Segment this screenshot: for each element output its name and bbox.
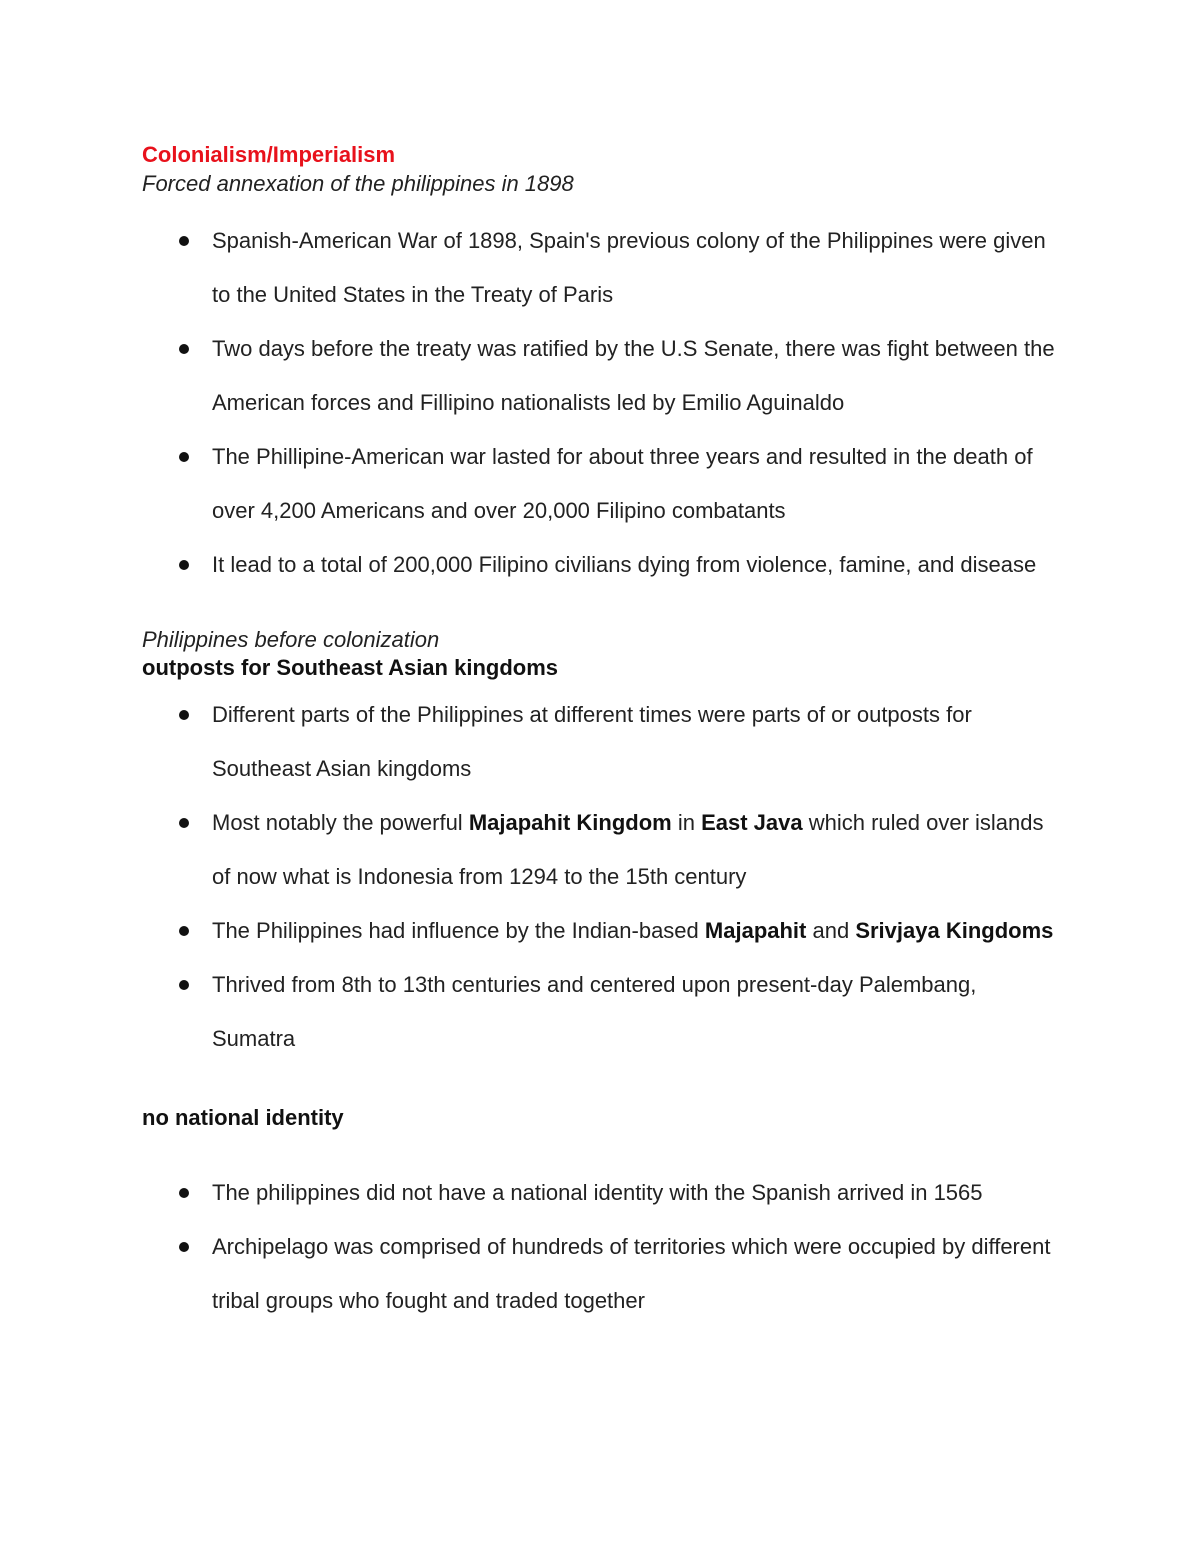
list-item: Spanish-American War of 1898, Spain's previous colony of the Philippines were given to the United States in the Treaty of Paris <box>142 214 1062 322</box>
list-item: It lead to a total of 200,000 Filipino civilians dying from violence, famine, and disease <box>142 538 1062 592</box>
section-colonialism <box>142 138 1062 592</box>
bold-term: Srivjaya Kingdoms <box>855 918 1054 943</box>
section-heading: outposts for Southeast Asian kingdoms <box>142 655 558 680</box>
bold-term: Majapahit Kingdom <box>468 810 672 835</box>
list-item: The Philippines had influence by the Indian-based Majapahit and Srivjaya Kingdoms <box>142 904 1062 958</box>
section-heading: no national identity <box>142 1105 344 1130</box>
bold-term: Majapahit <box>704 918 807 943</box>
list-item: Archipelago was comprised of hundreds of territories which were occupied by different tribal groups who fought and traded together <box>142 1220 1062 1328</box>
section-subtitle: Forced annexation of the philippines in 1898 <box>142 171 574 196</box>
list-item: The philippines did not have a national identity with the Spanish arrived in 1565 <box>142 1166 1062 1220</box>
bullet-icon <box>179 1188 189 1198</box>
section-before-colonization <box>142 628 1062 1066</box>
bullet-icon <box>179 344 189 354</box>
bold-term: East Java <box>701 810 803 835</box>
bullet-icon <box>179 236 189 246</box>
bullet-list <box>142 1166 1062 1328</box>
bullet-icon <box>179 980 189 990</box>
list-item: Thrived from 8th to 13th centuries and centered upon present-day Palembang, Sumatra <box>142 958 1062 1066</box>
list-item: Most notably the powerful Majapahit Kingdom in East Java which ruled over islands of now what is Indonesia from 1294 to the 15th century <box>142 796 1062 904</box>
list-item: Different parts of the Philippines at different times were parts of or outposts for Southeast Asian kingdoms <box>142 688 1062 796</box>
bullet-icon <box>179 1242 189 1252</box>
document-page <box>142 138 1062 1328</box>
bullet-icon <box>179 710 189 720</box>
bullet-icon <box>179 926 189 936</box>
list-item: The Phillipine-American war lasted for about three years and resulted in the death of over 4,200 Americans and over 20,000 Filipino combatants <box>142 430 1062 538</box>
bullet-icon <box>179 818 189 828</box>
page-title: Colonialism/Imperialism <box>142 142 396 167</box>
bullet-icon <box>179 452 189 462</box>
bullet-list <box>142 214 1062 592</box>
list-item: Two days before the treaty was ratified by the U.S Senate, there was fight between the American forces and Fillipino nationalists led by Emilio Aguinaldo <box>142 322 1062 430</box>
section-subtitle: Philippines before colonization <box>142 627 440 652</box>
section-national-identity <box>142 1102 1062 1328</box>
bullet-icon <box>179 560 189 570</box>
bullet-list <box>142 688 1062 1066</box>
